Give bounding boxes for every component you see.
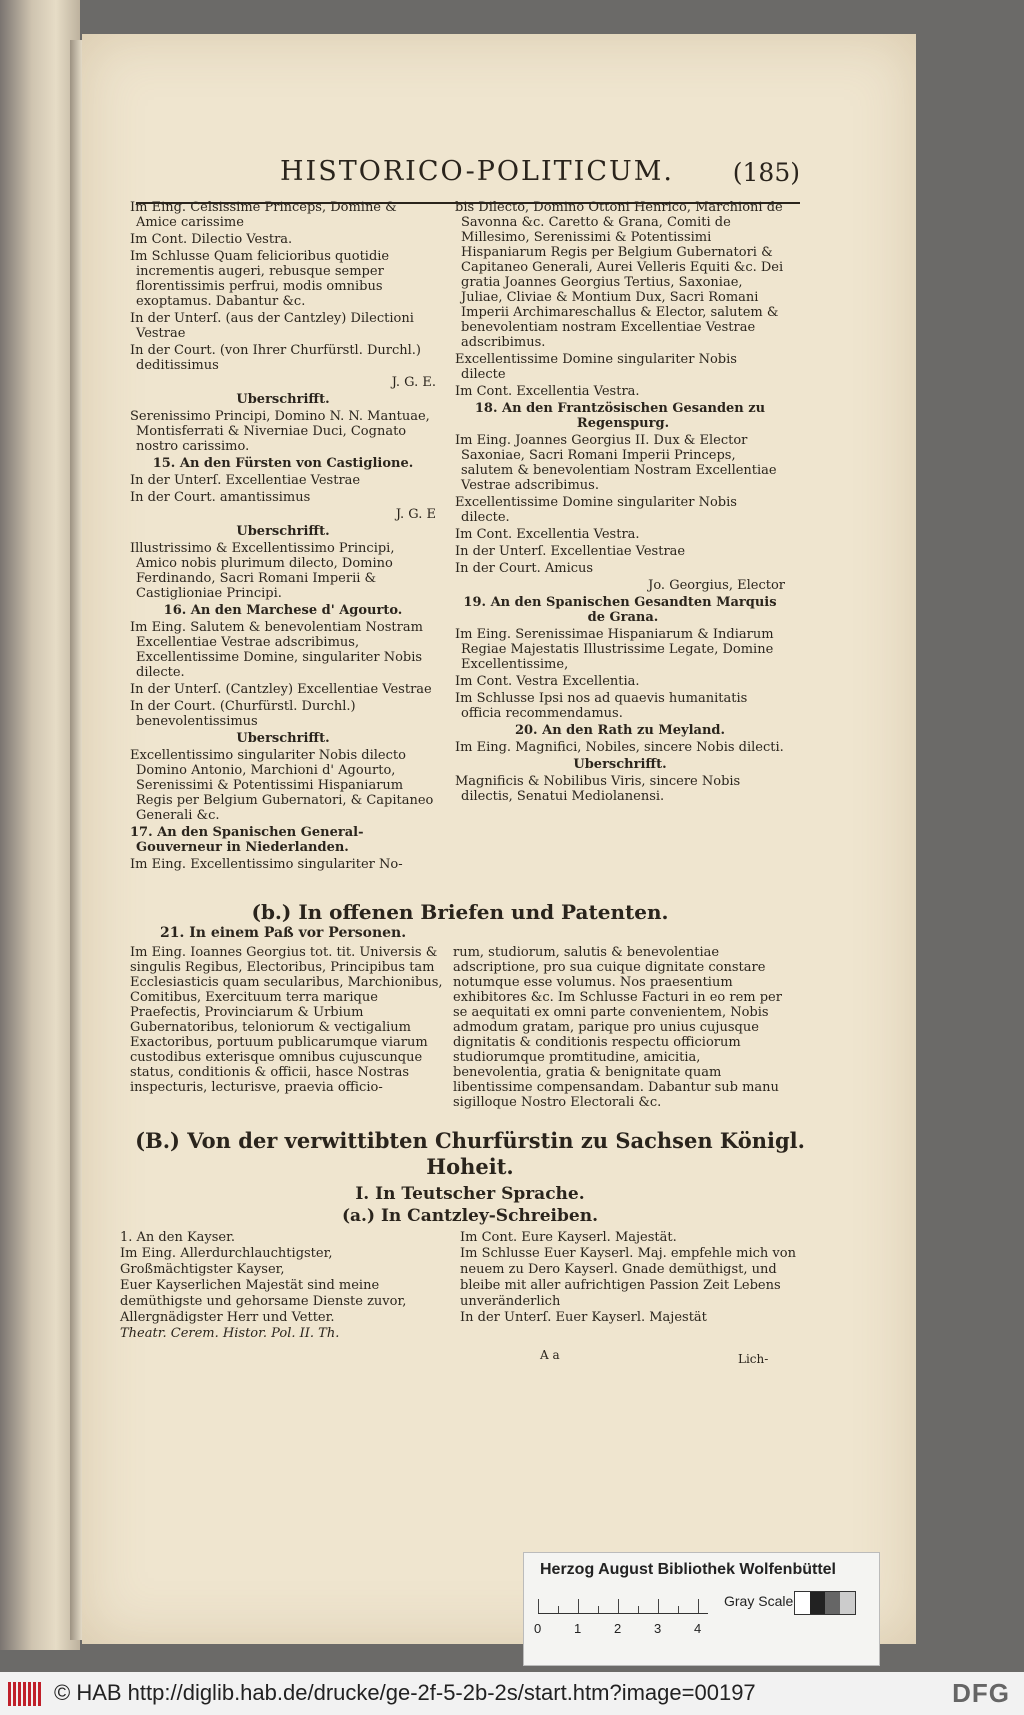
paragraph: Serenissimo Principi, Domino N. N. Mantuae, Montisferrati & Niverniae Duci, Cognato nostro carissimo. — [130, 409, 430, 454]
heading: 17. An den Spanischen General-Gouverneur in Niederlanden. — [130, 825, 364, 855]
running-title: HISTORICO-POLITICUM. — [280, 156, 674, 187]
ruler-tick — [538, 1599, 539, 1613]
paragraph: Allergnädigster Herr und Vetter. — [120, 1310, 335, 1325]
ruler — [538, 1589, 708, 1614]
ruler-number: 4 — [694, 1621, 702, 1636]
gray-swatch — [840, 1592, 855, 1614]
section-right-text — [460, 1230, 800, 1326]
paragraph: Excellentissime Domine singulariter Nobis dilecte — [455, 352, 737, 382]
section-heading: (b.) In offenen Briefen und Patenten. — [251, 900, 669, 924]
book-spine — [0, 0, 80, 1650]
page-number: (185) — [732, 158, 800, 187]
paragraph: In der Court. Amicus — [455, 561, 594, 576]
paragraph: Euer Kayserlichen Majestät sind meine demüthigste und gehorsame Dienste zuvor, — [120, 1278, 407, 1309]
paragraph: In der Court. (von Ihrer Churfürstl. Durchl.) deditissimus — [130, 343, 422, 373]
heading: Uberschrifft. — [573, 757, 667, 772]
heading: 15. An den Fürsten von Castiglione. — [152, 456, 414, 471]
heading: Uberschrifft. — [236, 731, 330, 746]
paragraph: Magnificis & Nobilibus Viris, sincere Nobis dilectis, Senatui Mediolanensi. — [455, 774, 741, 804]
paragraph: In der Court. amantissimus — [130, 490, 311, 505]
section-subheading: 21. In einem Paß vor Personen. — [160, 925, 407, 941]
paragraph: In der Unterſ. (Cantzley) Excellentiae Vestrae — [130, 682, 432, 697]
library-label — [523, 1552, 880, 1666]
ruler-tick — [698, 1599, 699, 1613]
ruler-number: 1 — [574, 1621, 582, 1636]
paragraph: Excellentissimo singulariter Nobis dilecto Domino Antonio, Marchioni d' Agourto, Serenissimi & Potentissimi Hispaniarum Regis per Belgium Gubernatori, & Capitaneo Generali &c. — [130, 748, 434, 823]
paragraph: Im Eing. Magnifici, Nobiles, sincere Nobis dilecti. — [455, 740, 784, 755]
ruler-number: 2 — [614, 1621, 622, 1636]
paragraph: Im Eing. Serenissimae Hispaniarum & Indiarum Regiae Majestatis Illustrissime Legate, Domine Excellentissime, — [455, 627, 774, 672]
paragraph: Im Cont. Vestra Excellentia. — [455, 674, 640, 689]
paragraph: Im Eing. Salutem & benevolentiam Nostram Excellentiae Vestrae adscribimus, Excellentissime Domine, singulariter Nobis dilecte. — [130, 620, 423, 680]
electress-section — [120, 1128, 820, 1360]
page-header — [200, 118, 800, 198]
section-columns — [120, 945, 800, 1115]
paragraph: In der Unterſ. (aus der Cantzley) Dilectioni Vestrae — [130, 311, 414, 341]
library-name: Herzog August Bibliothek Wolfenbüttel — [540, 1561, 836, 1578]
heading: Uberschrifft. — [236, 392, 330, 407]
ruler-tick — [598, 1606, 599, 1613]
heading: Uberschrifft. — [236, 524, 330, 539]
paragraph: Im Cont. Dilectio Vestra. — [130, 232, 293, 247]
ruler-tick — [578, 1599, 579, 1613]
paragraph: Im Cont. Excellentia Vestra. — [455, 384, 640, 399]
signature: J. G. E. — [391, 375, 436, 390]
paragraph: bis Dilecto, Domino Ottoni Henrico, Marchioni de Savonna &c. Caretto & Grana, Comiti de Millesimo, Serenissimi & Potentissimi Hispaniarum Regis per Belgium Gubernatori & Capitaneo Generali, Aurei Velleris Equiti &c. Dei gratia Joannes Georgius Tertius, Saxoniae, Juliae, Cliviae & Montium Dux, Sacri Romani Imperii Archimareschallus & Elector, salutem & benevolentiam nostram Excellentiae Vestrae adscribimus. — [455, 200, 784, 350]
paragraph: Excellentissime Domine singulariter Nobis dilecte. — [455, 495, 737, 525]
paragraph: Im Cont. Eure Kayserl. Majestät. — [460, 1230, 677, 1245]
paragraph: Im Cont. Excellentia Vestra. — [455, 527, 640, 542]
heading: 19. An den Spanischen Gesandten Marquis de Grana. — [463, 595, 777, 625]
section-left-text — [120, 1230, 440, 1342]
signature-mark: A a — [540, 1348, 560, 1362]
heading: 16. An den Marchese d' Agourto. — [163, 603, 403, 618]
section-heading: (B.) Von der verwittibten Churfürstin zu Sachsen Königl. Hoheit. — [135, 1128, 805, 1179]
gray-swatch — [810, 1592, 825, 1614]
gray-scale-swatch — [794, 1591, 856, 1615]
paragraph: Im Schlusse Quam felicioribus quotidie incrementis augeri, rebusque semper florentissimis perfrui, modis omnibus exoptamus. Dabantur &c. — [130, 249, 390, 309]
gray-swatch — [825, 1592, 840, 1614]
ruler-tick — [638, 1606, 639, 1613]
paragraph: In der Unterſ. Euer Kayserl. Majestät — [460, 1310, 707, 1325]
gray-swatch — [795, 1592, 810, 1614]
section-right-text: rum, studiorum, salutis & benevolentiae adscriptione, pro sua cuique dignitate constare notumque esse volumus. Nos praesentium exhibitores &c. Im Schlusse Facturi in eo rem per se aequitati ex omni parte convenientem, Nobis admodum gratam, parique pro unius cujusque dignitatis & conditionis respectu officiorum studiorumque promtitudine, amicitia, benevolentia, gratia & benignitate quam libentissime compensandam. Dabantur sub manu sigilloque Nostro Electorali &c. — [453, 945, 782, 1110]
paragraph: In der Unterſ. Excellentiae Vestrae — [130, 473, 361, 488]
ruler-tick — [558, 1606, 559, 1613]
hab-logo-icon — [8, 1682, 42, 1706]
heading: 18. An den Frantzösischen Gesanden zu Regenspurg. — [474, 401, 766, 431]
paragraph: Im Eing. Joannes Georgius II. Dux & Elector Saxoniae, Sacri Romani Imperii Princeps, salutem & benevolentiam Nostram Excellentiae Vestrae adscribimus. — [455, 433, 777, 493]
ruler-tick — [658, 1599, 659, 1613]
section-columns — [120, 1230, 820, 1360]
signature: J. G. E — [395, 507, 436, 522]
paragraph: Im Eing. Excellentissimo singulariter No- — [130, 857, 403, 872]
right-column — [455, 200, 785, 806]
section-left-text: Im Eing. Ioannes Georgius tot. tit. Universis & singulis Regibus, Electoribus, Principibus tam Ecclesiasticis quam secularibus, Marchionibus, Comitibus, Exercituum terra marique Praefectis, Provinciarum & Urbium Gubernatoribus, teloniorum & vectigalium Exactoribus, portuum publicarumque viarum custodibus exterisque omnibus cujuscunque status, conditionis & officii, hasce Nostras inspecturis, lecturisve, praevia officio- — [130, 945, 443, 1095]
paragraph: Im Schlusse Euer Kayserl. Maj. empfehle mich von neuem zu Dero Kayserl. Gnade demüthigst, und bleibe mit aller aufrichtigen Passion Zeit Lebens unveränderlich — [460, 1246, 796, 1309]
paragraph: Im Eing. Celsissime Princeps, Domine & Amice carissime — [130, 200, 397, 230]
signature: Jo. Georgius, Elector — [648, 578, 785, 593]
paragraph: In der Unterſ. Excellentiae Vestrae — [455, 544, 686, 559]
ruler-number: 0 — [534, 1621, 542, 1636]
paragraph: Im Eing. Allerdurchlauchtigster, Großmächtigster Kayser, — [120, 1246, 333, 1277]
catchword: Lich- — [738, 1352, 769, 1366]
left-column — [130, 200, 436, 874]
ruler-number: 3 — [654, 1621, 662, 1636]
letters-patents-section — [120, 900, 800, 1115]
footer-bar — [0, 1672, 1024, 1715]
ruler-tick — [618, 1599, 619, 1613]
paragraph: In der Court. (Churfürstl. Durchl.) benevolentissimus — [130, 699, 356, 729]
paragraph: Im Schlusse Ipsi nos ad quaevis humanitatis officia recommendamus. — [455, 691, 748, 721]
section-subheading: I. In Teutscher Sprache. — [355, 1184, 585, 1204]
gray-scale-label: Gray Scale — [724, 1593, 794, 1609]
paragraph: Illustrissimo & Excellentissimo Principi, Amico nobis plurimum dilecto, Domino Ferdinando, Sacri Romani Imperii & Castiglioniae Principi. — [130, 541, 395, 601]
footer-url[interactable]: © HAB http://diglib.hab.de/drucke/ge-2f-5-2b-2s/start.htm?image=00197 — [54, 1680, 756, 1705]
footer-note: Theatr. Cerem. Histor. Pol. II. Th. — [120, 1326, 340, 1341]
paragraph: 1. An den Kayser. — [120, 1230, 236, 1245]
section-subheading: (a.) In Cantzley-Schreiben. — [342, 1206, 598, 1226]
heading: 20. An den Rath zu Meyland. — [514, 723, 726, 738]
dfg-logo: DFG — [952, 1678, 1010, 1708]
ruler-tick — [678, 1606, 679, 1613]
